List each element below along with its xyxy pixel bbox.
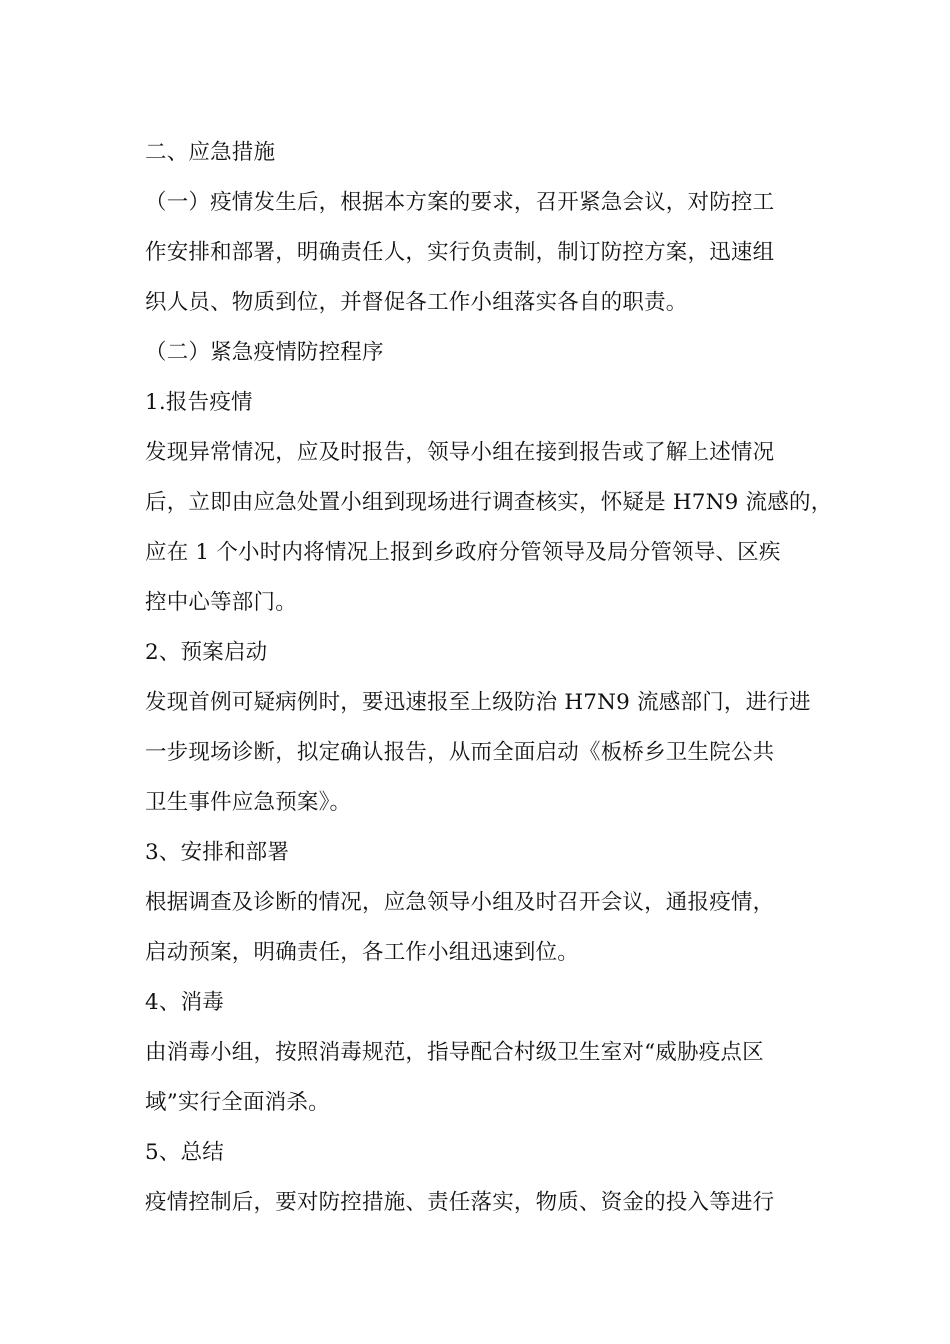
paragraph-line: 作安排和部署，明确责任人，实行负责制，制订防控方案，迅速组 xyxy=(145,240,775,265)
paragraph-line: 后，立即由应急处置小组到现场进行调查核实，怀疑是 H7N9 流感的， xyxy=(145,490,833,515)
paragraph-line: 控中心等部门。 xyxy=(145,590,297,615)
paragraph-line: 卫生事件应急预案》。 xyxy=(145,790,352,815)
item-heading: 3、安排和部署 xyxy=(145,840,290,865)
item-heading: 1.报告疫情 xyxy=(145,390,253,415)
paragraph-line: （一）疫情发生后，根据本方案的要求，召开紧急会议，对防控工 xyxy=(145,190,775,215)
section-heading: 二、应急措施 xyxy=(145,140,276,165)
paragraph-line: 一步现场诊断，拟定确认报告，从而全面启动《板桥乡卫生院公共 xyxy=(145,740,775,765)
paragraph-line: 织人员、物质到位，并督促各工作小组落实各自的职责。 xyxy=(145,290,688,315)
item-heading: 2、预案启动 xyxy=(145,640,268,665)
paragraph-line: 发现首例可疑病例时，要迅速报至上级防治 H7N9 流感部门，进行进 xyxy=(145,690,811,715)
paragraph-line: 由消毒小组，按照消毒规范，指导配合村级卫生室对“威胁疫点区 xyxy=(145,1040,764,1065)
document-body xyxy=(145,128,833,1228)
paragraph-line: 发现异常情况，应及时报告，领导小组在接到报告或了解上述情况 xyxy=(145,440,775,465)
paragraph-line: 应在 1 个小时内将情况上报到乡政府分管领导及局分管领导、区疾 xyxy=(145,540,781,565)
item-heading: 4、消毒 xyxy=(145,990,224,1015)
paragraph-line: 根据调查及诊断的情况，应急领导小组及时召开会议，通报疫情， xyxy=(145,890,775,915)
paragraph-line: 域”实行全面消杀。 xyxy=(145,1090,330,1115)
subsection-heading: （二）紧急疫情防控程序 xyxy=(145,340,384,365)
paragraph-line: 疫情控制后，要对防控措施、责任落实，物质、资金的投入等进行 xyxy=(145,1190,775,1215)
item-heading: 5、总结 xyxy=(145,1140,224,1165)
paragraph-line: 启动预案，明确责任，各工作小组迅速到位。 xyxy=(145,940,580,965)
